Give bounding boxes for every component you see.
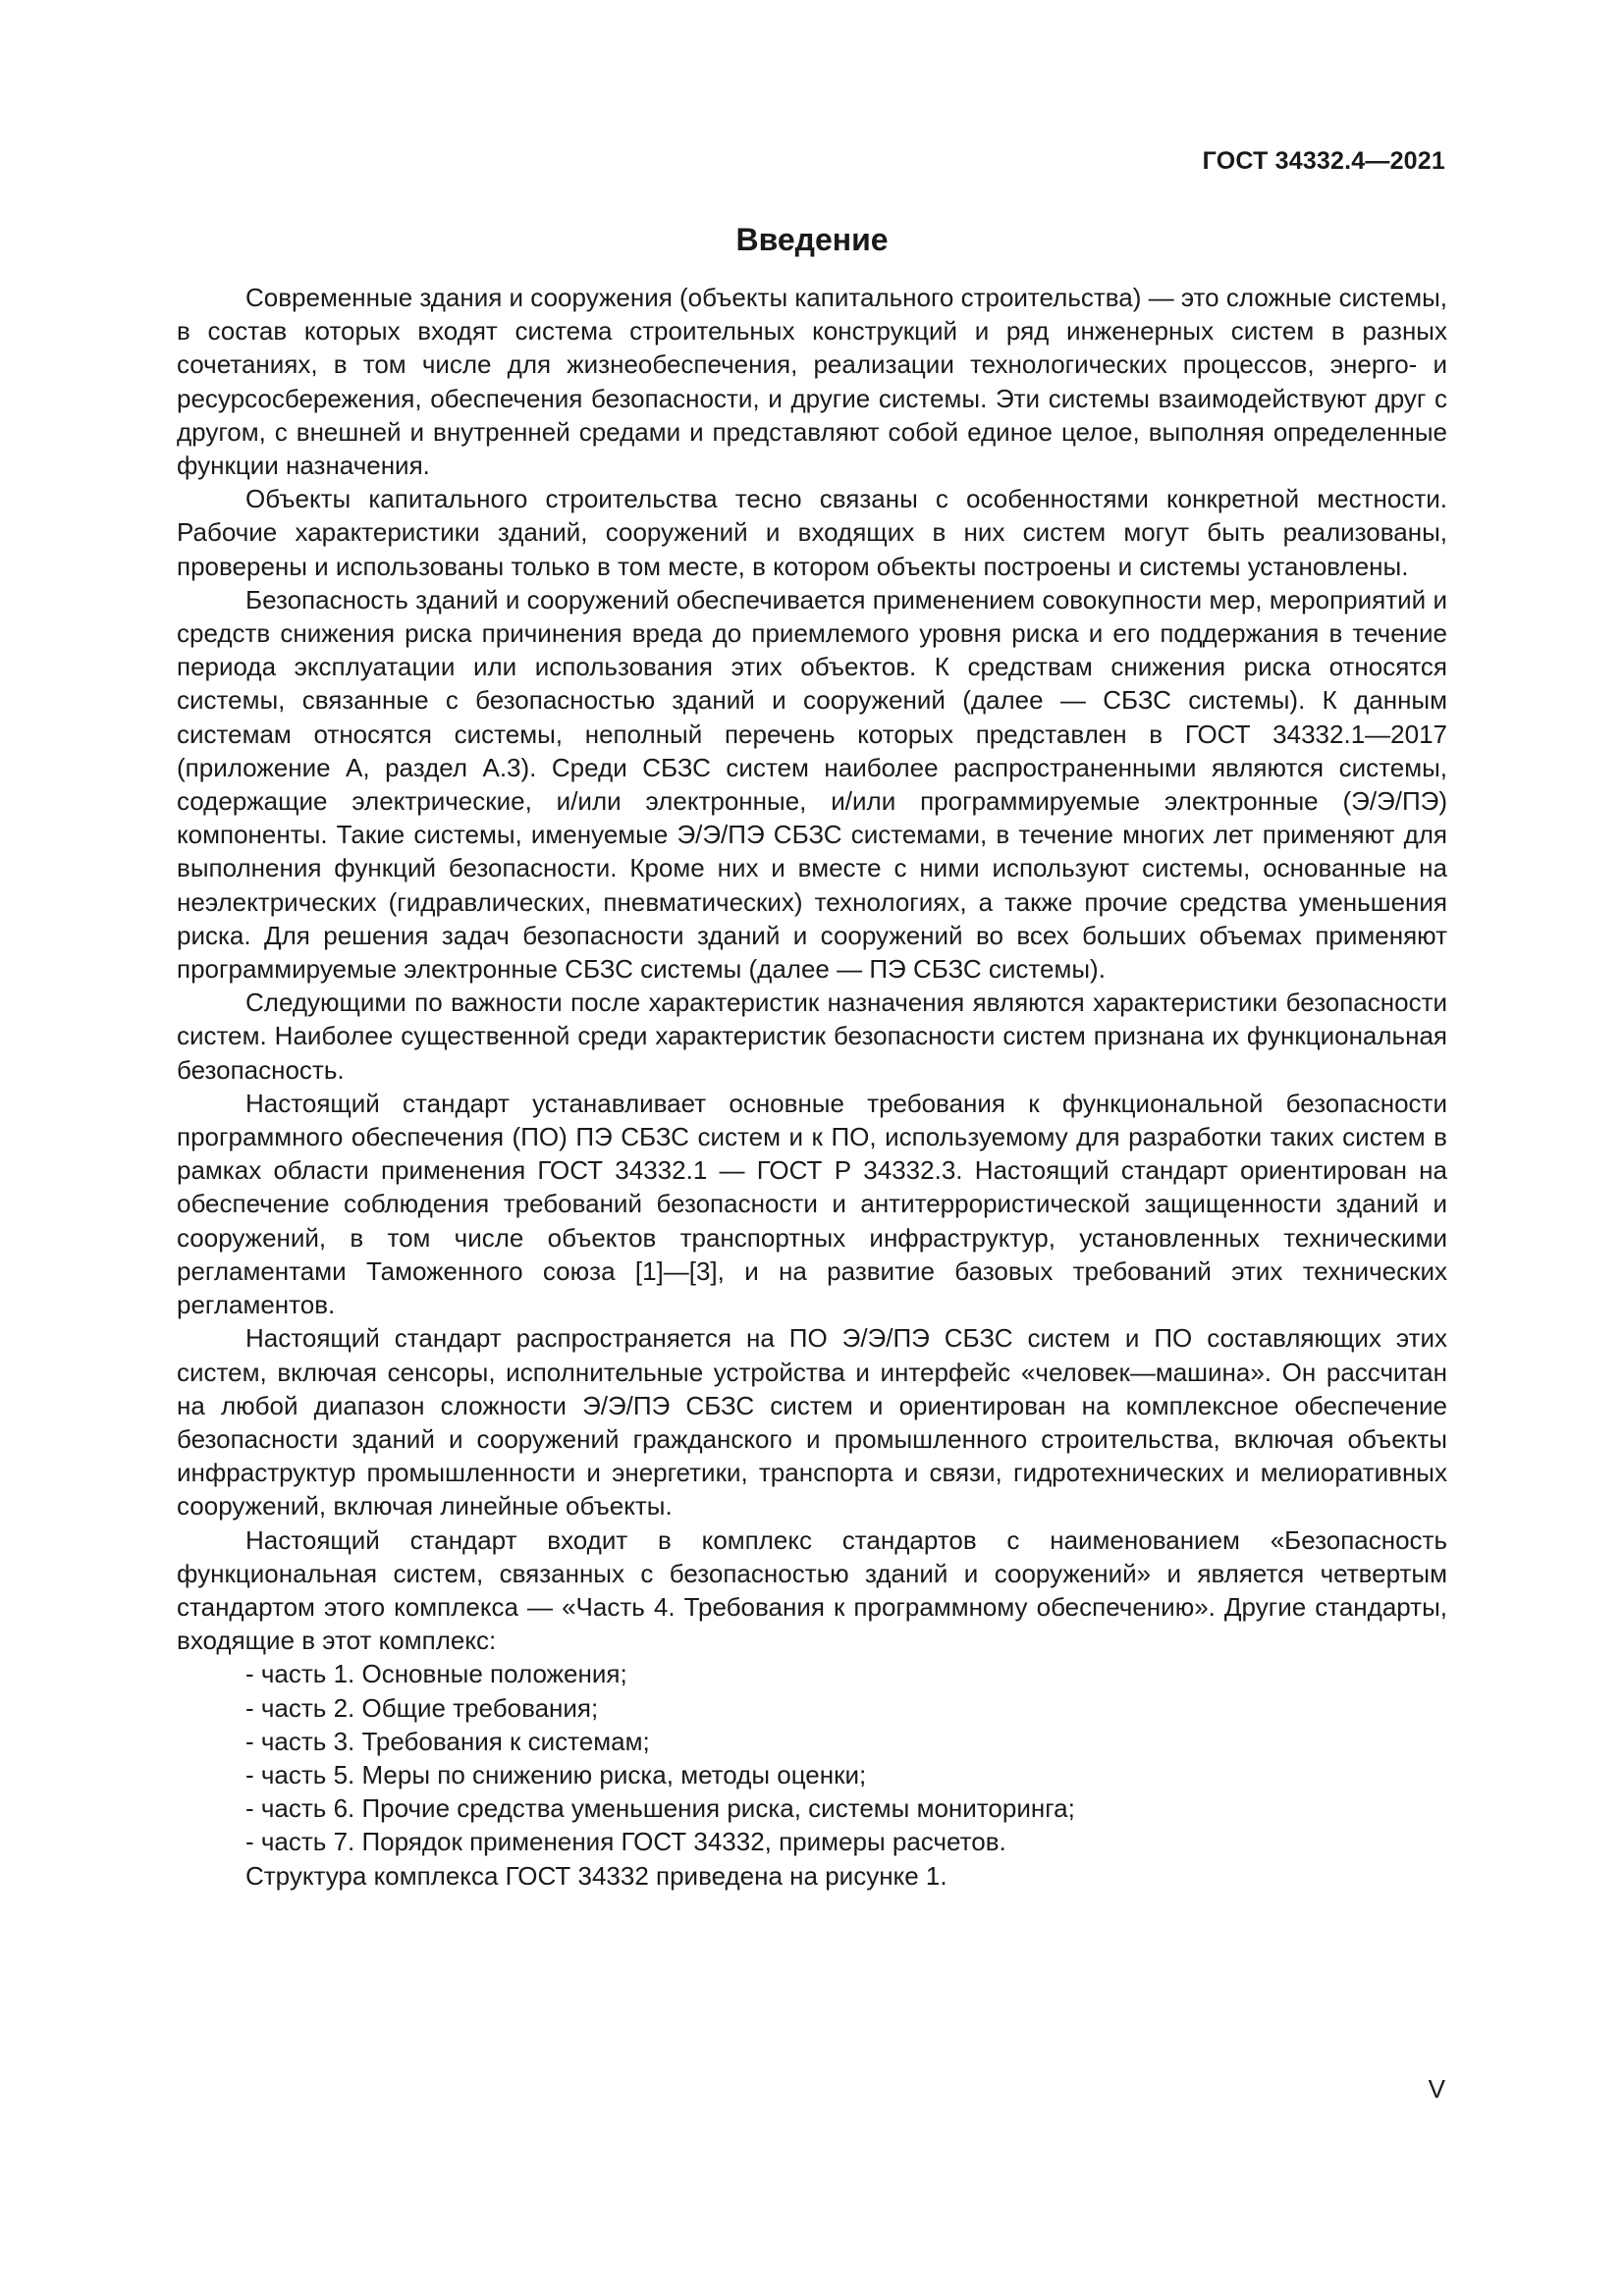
list-item: - часть 6. Прочие средства уменьшения риска, системы мониторинга; bbox=[245, 1793, 1075, 1824]
page-number: V bbox=[1428, 2074, 1445, 2104]
paragraph: Настоящий стандарт входит в комплекс стандартов с наименованием «Безопасность функциональная систем, связанных с безопасностью зданий и сооружений» и является четвертым стандартом этого комплекса — «Часть 4. Требования к программному обеспечению». Другие стандарты, входящие в этот комплекс: bbox=[177, 1524, 1447, 1656]
list-item: - часть 2. Общие требования; bbox=[245, 1692, 599, 1723]
list-item: - часть 1. Основные положения; bbox=[245, 1659, 627, 1689]
standard-id-header: ГОСТ 34332.4—2021 bbox=[1202, 147, 1445, 175]
body-text bbox=[177, 281, 1447, 1893]
paragraph: Безопасность зданий и сооружений обеспечивается применением совокупности мер, мероприятий и средств снижения риска причинения вреда до приемлемого уровня риска и его поддержания в течение периода эксплуатации или использования этих объектов. К средствам снижения риска относятся системы, связанные с безопасностью зданий и сооружений (далее — СБЗС системы). К данным системам относятся системы, неполный перечень которых представлен в ГОСТ 34332.1—2017 (приложение А, раздел А.3). Среди СБЗС систем наиболее распространенными являются системы, содержащие электрические, и/или электронные, и/или программируемые электронные (Э/Э/ПЭ) компоненты. Такие системы, именуемые Э/Э/ПЭ СБЗС системами, в течение многих лет применяют для выполнения функций безопасности. Кроме них и вместе с ними используют системы, основанные на неэлектрических (гидравлических, пневматических) технологиях, а также прочие средства уменьшения риска. Для решения задач безопасности зданий и сооружений во всех больших объемах применяют программируемые электронные СБЗС системы (далее — ПЭ СБЗС системы). bbox=[177, 584, 1447, 985]
list-item: - часть 3. Требования к системам; bbox=[245, 1726, 650, 1756]
list-item: - часть 7. Порядок применения ГОСТ 34332, примеры расчетов. bbox=[245, 1827, 1006, 1857]
section-title: Введение bbox=[735, 222, 889, 257]
paragraph: Настоящий стандарт устанавливает основные требования к функциональной безопасности программного обеспечения (ПО) ПЭ СБЗС систем и к ПО, используемому для разработки таких систем в рамках области применения ГОСТ 34332.1 — ГОСТ Р 34332.3. Настоящий стандарт ориентирован на обеспечение соблюдения требований безопасности и антитеррористической защищенности зданий и сооружений, в том числе объектов транспортных инфраструктур, установленных техническими регламентами Таможенного союза [1]—[3], и на развитие базовых требований этих технических регламентов. bbox=[177, 1088, 1447, 1320]
parts-list bbox=[177, 1657, 1447, 1858]
closing-sentence: Структура комплекса ГОСТ 34332 приведена на рисунке 1. bbox=[245, 1860, 947, 1891]
paragraph: Настоящий стандарт распространяется на ПО Э/Э/ПЭ СБЗС систем и ПО составляющих этих систем, включая сенсоры, исполнительные устройства и интерфейс «человек—машина». Он рассчитан на любой диапазон сложности Э/Э/ПЭ СБЗС систем и ориентирован на комплексное обеспечение безопасности зданий и сооружений гражданского и промышленного строительства, включая объекты инфраструктур промышленности и энергетики, транспорта и связи, гидротехнических и мелиоративных сооружений, включая линейные объекты. bbox=[177, 1323, 1447, 1522]
list-item: - часть 5. Меры по снижению риска, методы оценки; bbox=[245, 1759, 867, 1789]
paragraph: Следующими по важности после характеристик назначения являются характеристики безопасности систем. Наиболее существенной среди характеристик безопасности систем признана их функциональная безопасность. bbox=[177, 988, 1447, 1085]
paragraph: Объекты капитального строительства тесно связаны с особенностями конкретной местности. Рабочие характеристики зданий, сооружений и входящих в них систем могут быть реализованы, проверены и использованы только в том месте, в котором объекты построены и системы установлены. bbox=[177, 484, 1447, 581]
paragraph: Современные здания и сооружения (объекты капитального строительства) — это сложные системы, в состав которых входят система строительных конструкций и ряд инженерных систем в разных сочетаниях, в том числе для жизнеобеспечения, реализации технологических процессов, энерго- и ресурсосбережения, обеспечения безопасности, и другие системы. Эти системы взаимодействуют друг с другом, с внешней и внутренней средами и представляют собой единое целое, выполняя определенные функции назначения. bbox=[177, 283, 1447, 481]
